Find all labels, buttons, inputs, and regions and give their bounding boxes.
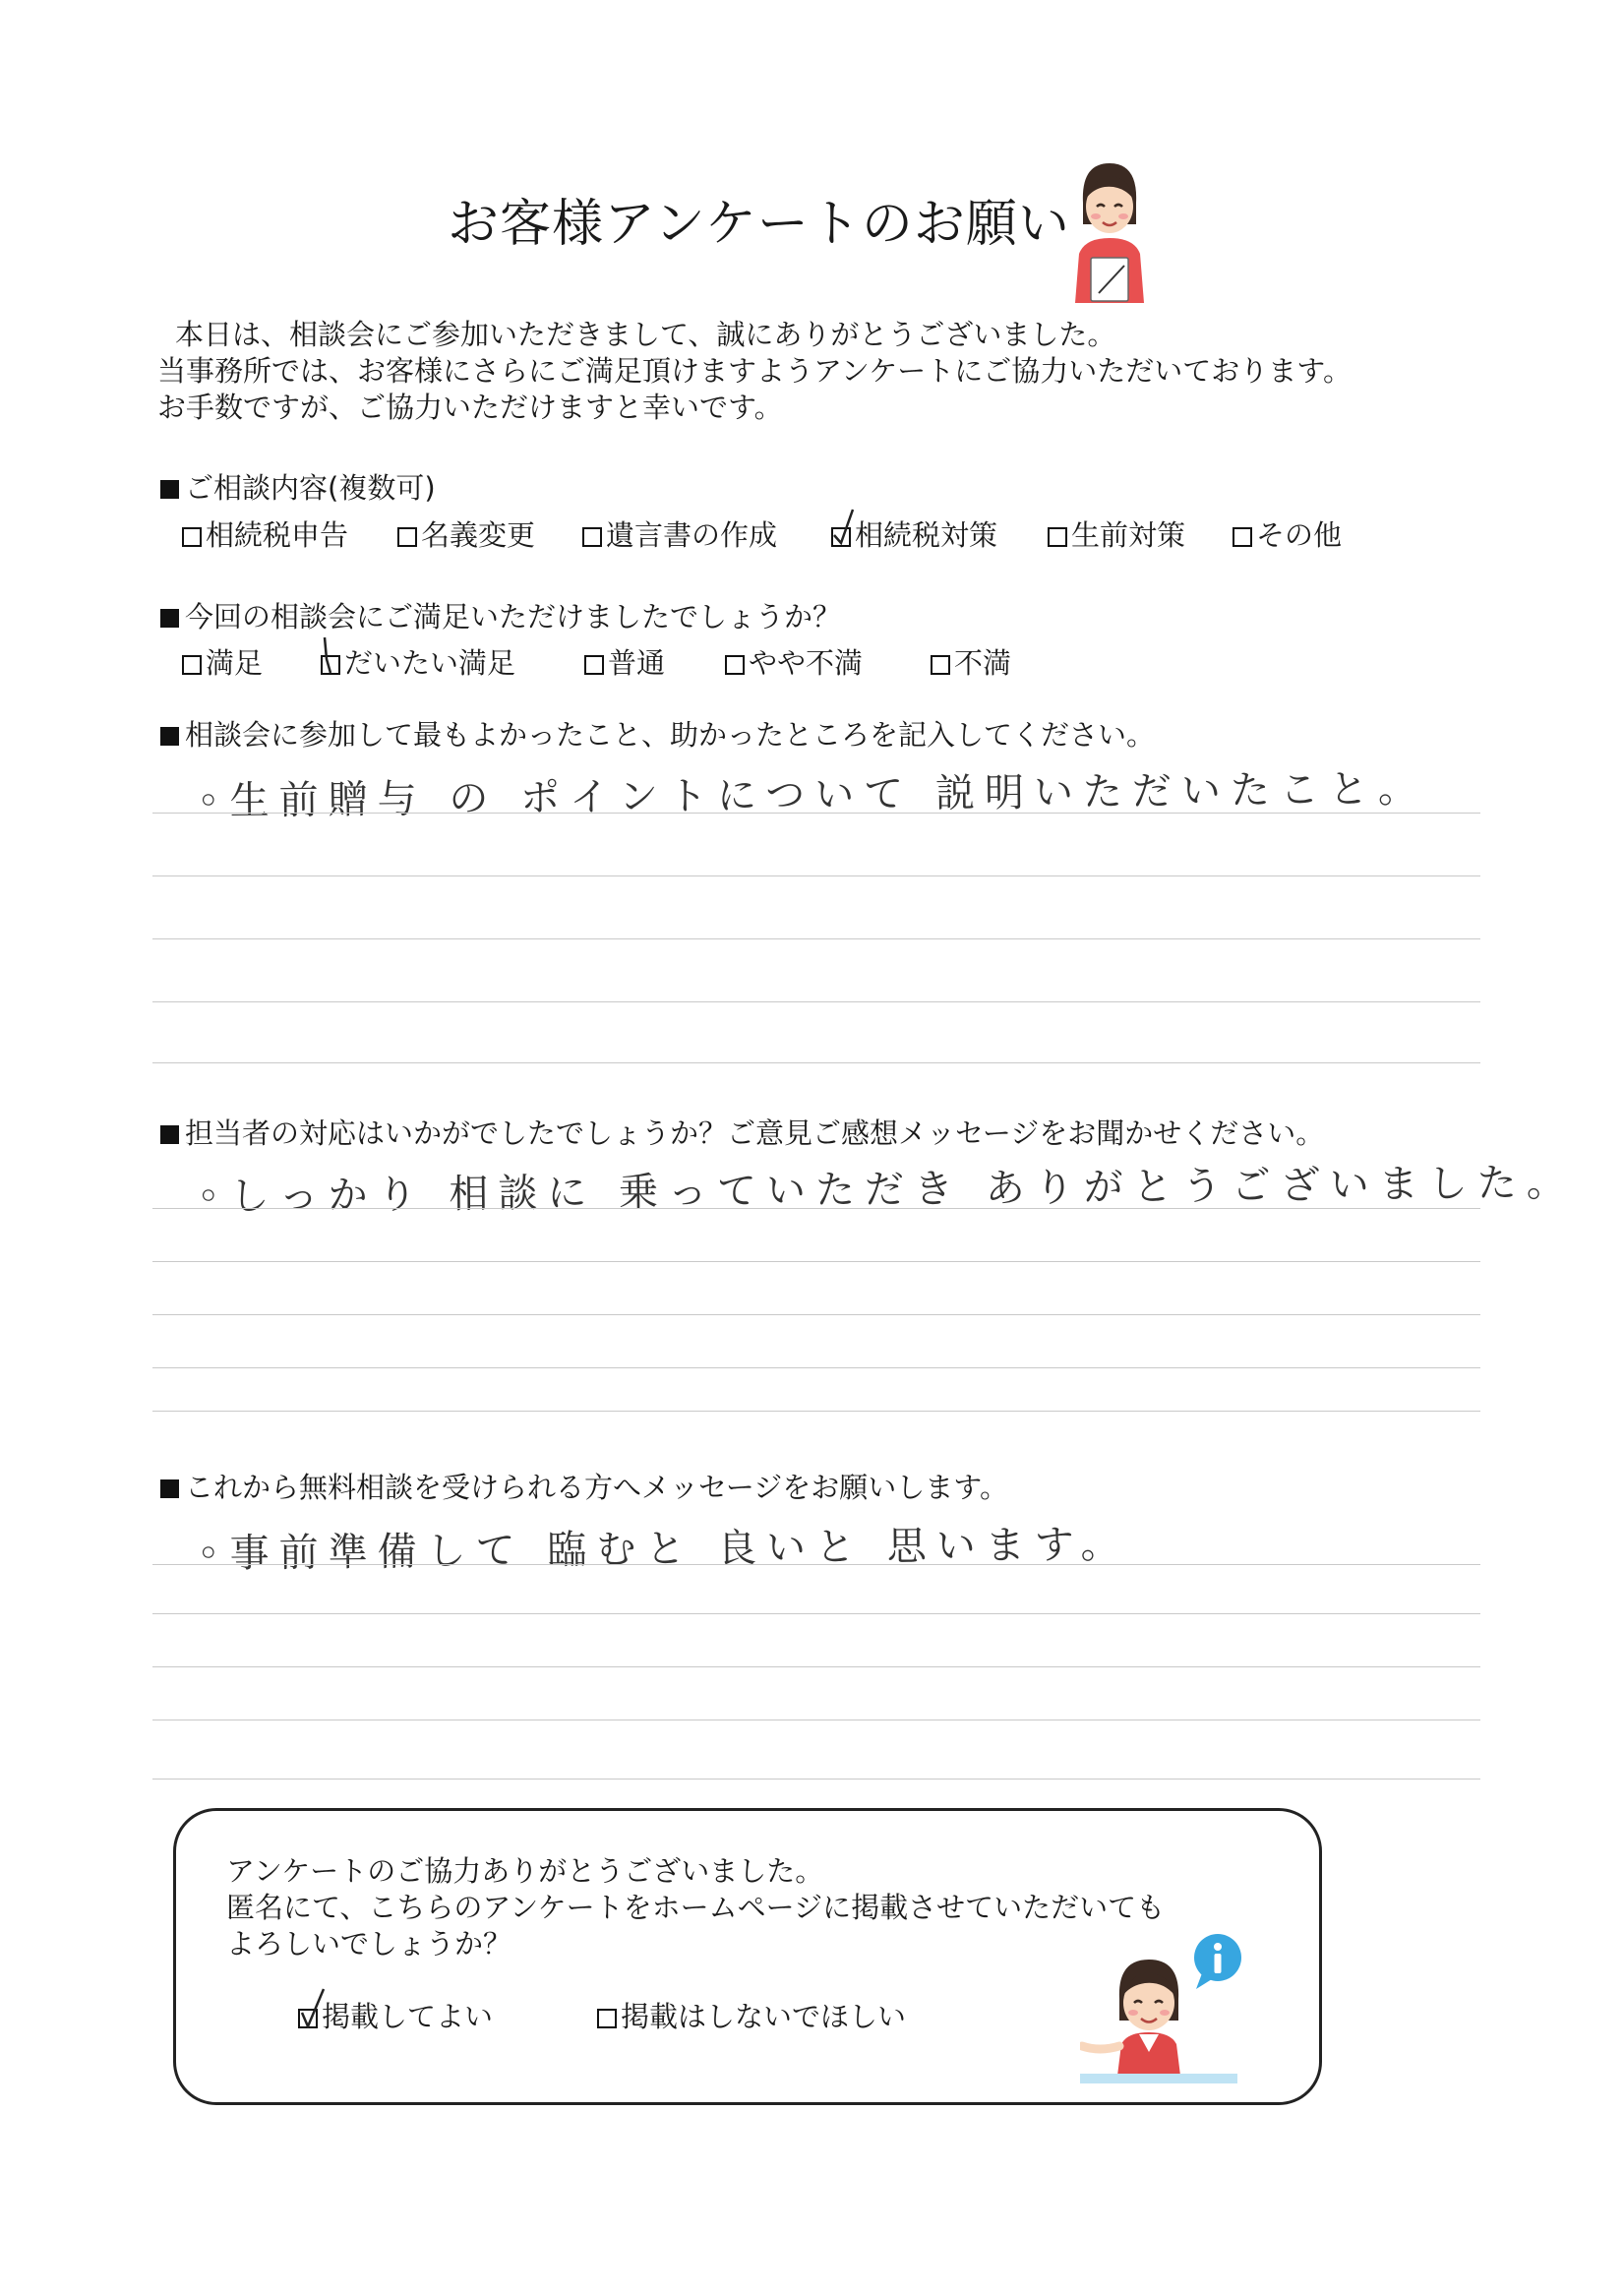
checkbox[interactable]	[931, 655, 950, 675]
q1-option-other[interactable]: その他	[1233, 513, 1342, 554]
q2-label: 今回の相談会にご満足いただけましたでしょうか？	[160, 595, 841, 635]
checkbox[interactable]	[584, 655, 604, 675]
answer-line	[152, 1666, 1480, 1667]
q3-handwritten-answer[interactable]: ◦生前贈与 の ポイントについて 説明いただいたこと。	[196, 765, 1428, 824]
q2-option-satisfied[interactable]: 満足	[182, 641, 263, 682]
check-mark-icon	[831, 506, 861, 547]
checkbox[interactable]	[182, 655, 202, 675]
checkbox[interactable]	[1233, 527, 1252, 547]
checkbox[interactable]	[182, 527, 202, 547]
answer-line	[152, 1367, 1480, 1368]
q4-label: 担当者の対応はいかがでしたでしょうか？ご意見ご感想メッセージをお聞かせください。	[160, 1112, 1324, 1152]
intro-line-2: 当事務所では、お客様にさらにご満足頂けますようアンケートにご協力いただいております。	[157, 354, 1352, 388]
q1-option-lifetime-planning[interactable]: 生前対策	[1048, 513, 1185, 554]
check-mark-icon	[321, 634, 350, 675]
q4-handwritten-answer[interactable]: ◦しっかり 相談に 乗っていただき ありがとうございました。	[196, 1160, 1576, 1220]
q5-label: これから無料相談を受けられる方へメッセージをお願いします。	[160, 1466, 1008, 1506]
answer-line	[152, 1062, 1480, 1063]
q2-option-somewhat-dissatisfied[interactable]: やや不満	[725, 641, 863, 682]
answer-line	[152, 1208, 1480, 1209]
q2-option-mostly-satisfied[interactable]: だいたい満足	[321, 641, 515, 682]
answer-line	[152, 1779, 1480, 1780]
closing-line-2: 匿名にて、こちらのアンケートをホームページに掲載させていただいても	[226, 1891, 1166, 1924]
checkbox-checked[interactable]	[298, 2009, 318, 2028]
q2-option-dissatisfied[interactable]: 不満	[931, 641, 1011, 682]
intro-line-1: 本日は、相談会にご参加いただきまして、誠にありがとうございました。	[175, 318, 1116, 351]
answer-line	[152, 1411, 1480, 1412]
answer-line	[152, 1261, 1480, 1262]
consent-option-allow[interactable]: 掲載してよい	[298, 1995, 493, 2035]
woman-info-guide-icon	[1080, 1930, 1247, 2087]
checkbox[interactable]	[597, 2009, 617, 2028]
closing-line-3: よろしいでしょうか？	[226, 1927, 512, 1961]
checkbox[interactable]	[1048, 527, 1067, 547]
checkbox-checked[interactable]	[831, 527, 851, 547]
checkbox[interactable]	[397, 527, 417, 547]
q1-option-will-creation[interactable]: 遺言書の作成	[582, 513, 777, 554]
checkbox[interactable]	[582, 527, 602, 547]
q1-option-name-change[interactable]: 名義変更	[397, 513, 535, 554]
closing-line-1: アンケートのご協力ありがとうございました。	[226, 1854, 824, 1888]
checkbox-checked[interactable]	[321, 655, 340, 675]
answer-line	[152, 1564, 1480, 1565]
check-mark-icon	[298, 1987, 328, 2028]
intro-line-3: お手数ですが、ご協力いただけますと幸いです。	[157, 391, 783, 424]
q1-label: ご相談内容(複数可)	[160, 466, 436, 507]
q2-option-neutral[interactable]: 普通	[584, 641, 665, 682]
answer-line	[152, 1613, 1480, 1614]
consent-option-decline[interactable]: 掲載はしないでほしい	[597, 1995, 906, 2035]
answer-line	[152, 1001, 1480, 1002]
page-title: お客様アンケートのお願い	[448, 195, 1070, 254]
q5-handwritten-answer[interactable]: ◦事前準備して 臨むと 良いと 思います。	[196, 1522, 1130, 1577]
answer-line	[152, 1314, 1480, 1315]
answer-line	[152, 813, 1480, 814]
q1-option-inheritance-tax-planning[interactable]: 相続税対策	[831, 513, 997, 554]
q1-option-inheritance-tax-return[interactable]: 相続税申告	[182, 513, 348, 554]
q3-label: 相談会に参加して最もよかったこと、助かったところを記入してください。	[160, 713, 1155, 754]
answer-line	[152, 875, 1480, 876]
answer-line	[152, 938, 1480, 939]
checkbox[interactable]	[725, 655, 745, 675]
woman-with-clipboard-icon	[1065, 155, 1154, 303]
